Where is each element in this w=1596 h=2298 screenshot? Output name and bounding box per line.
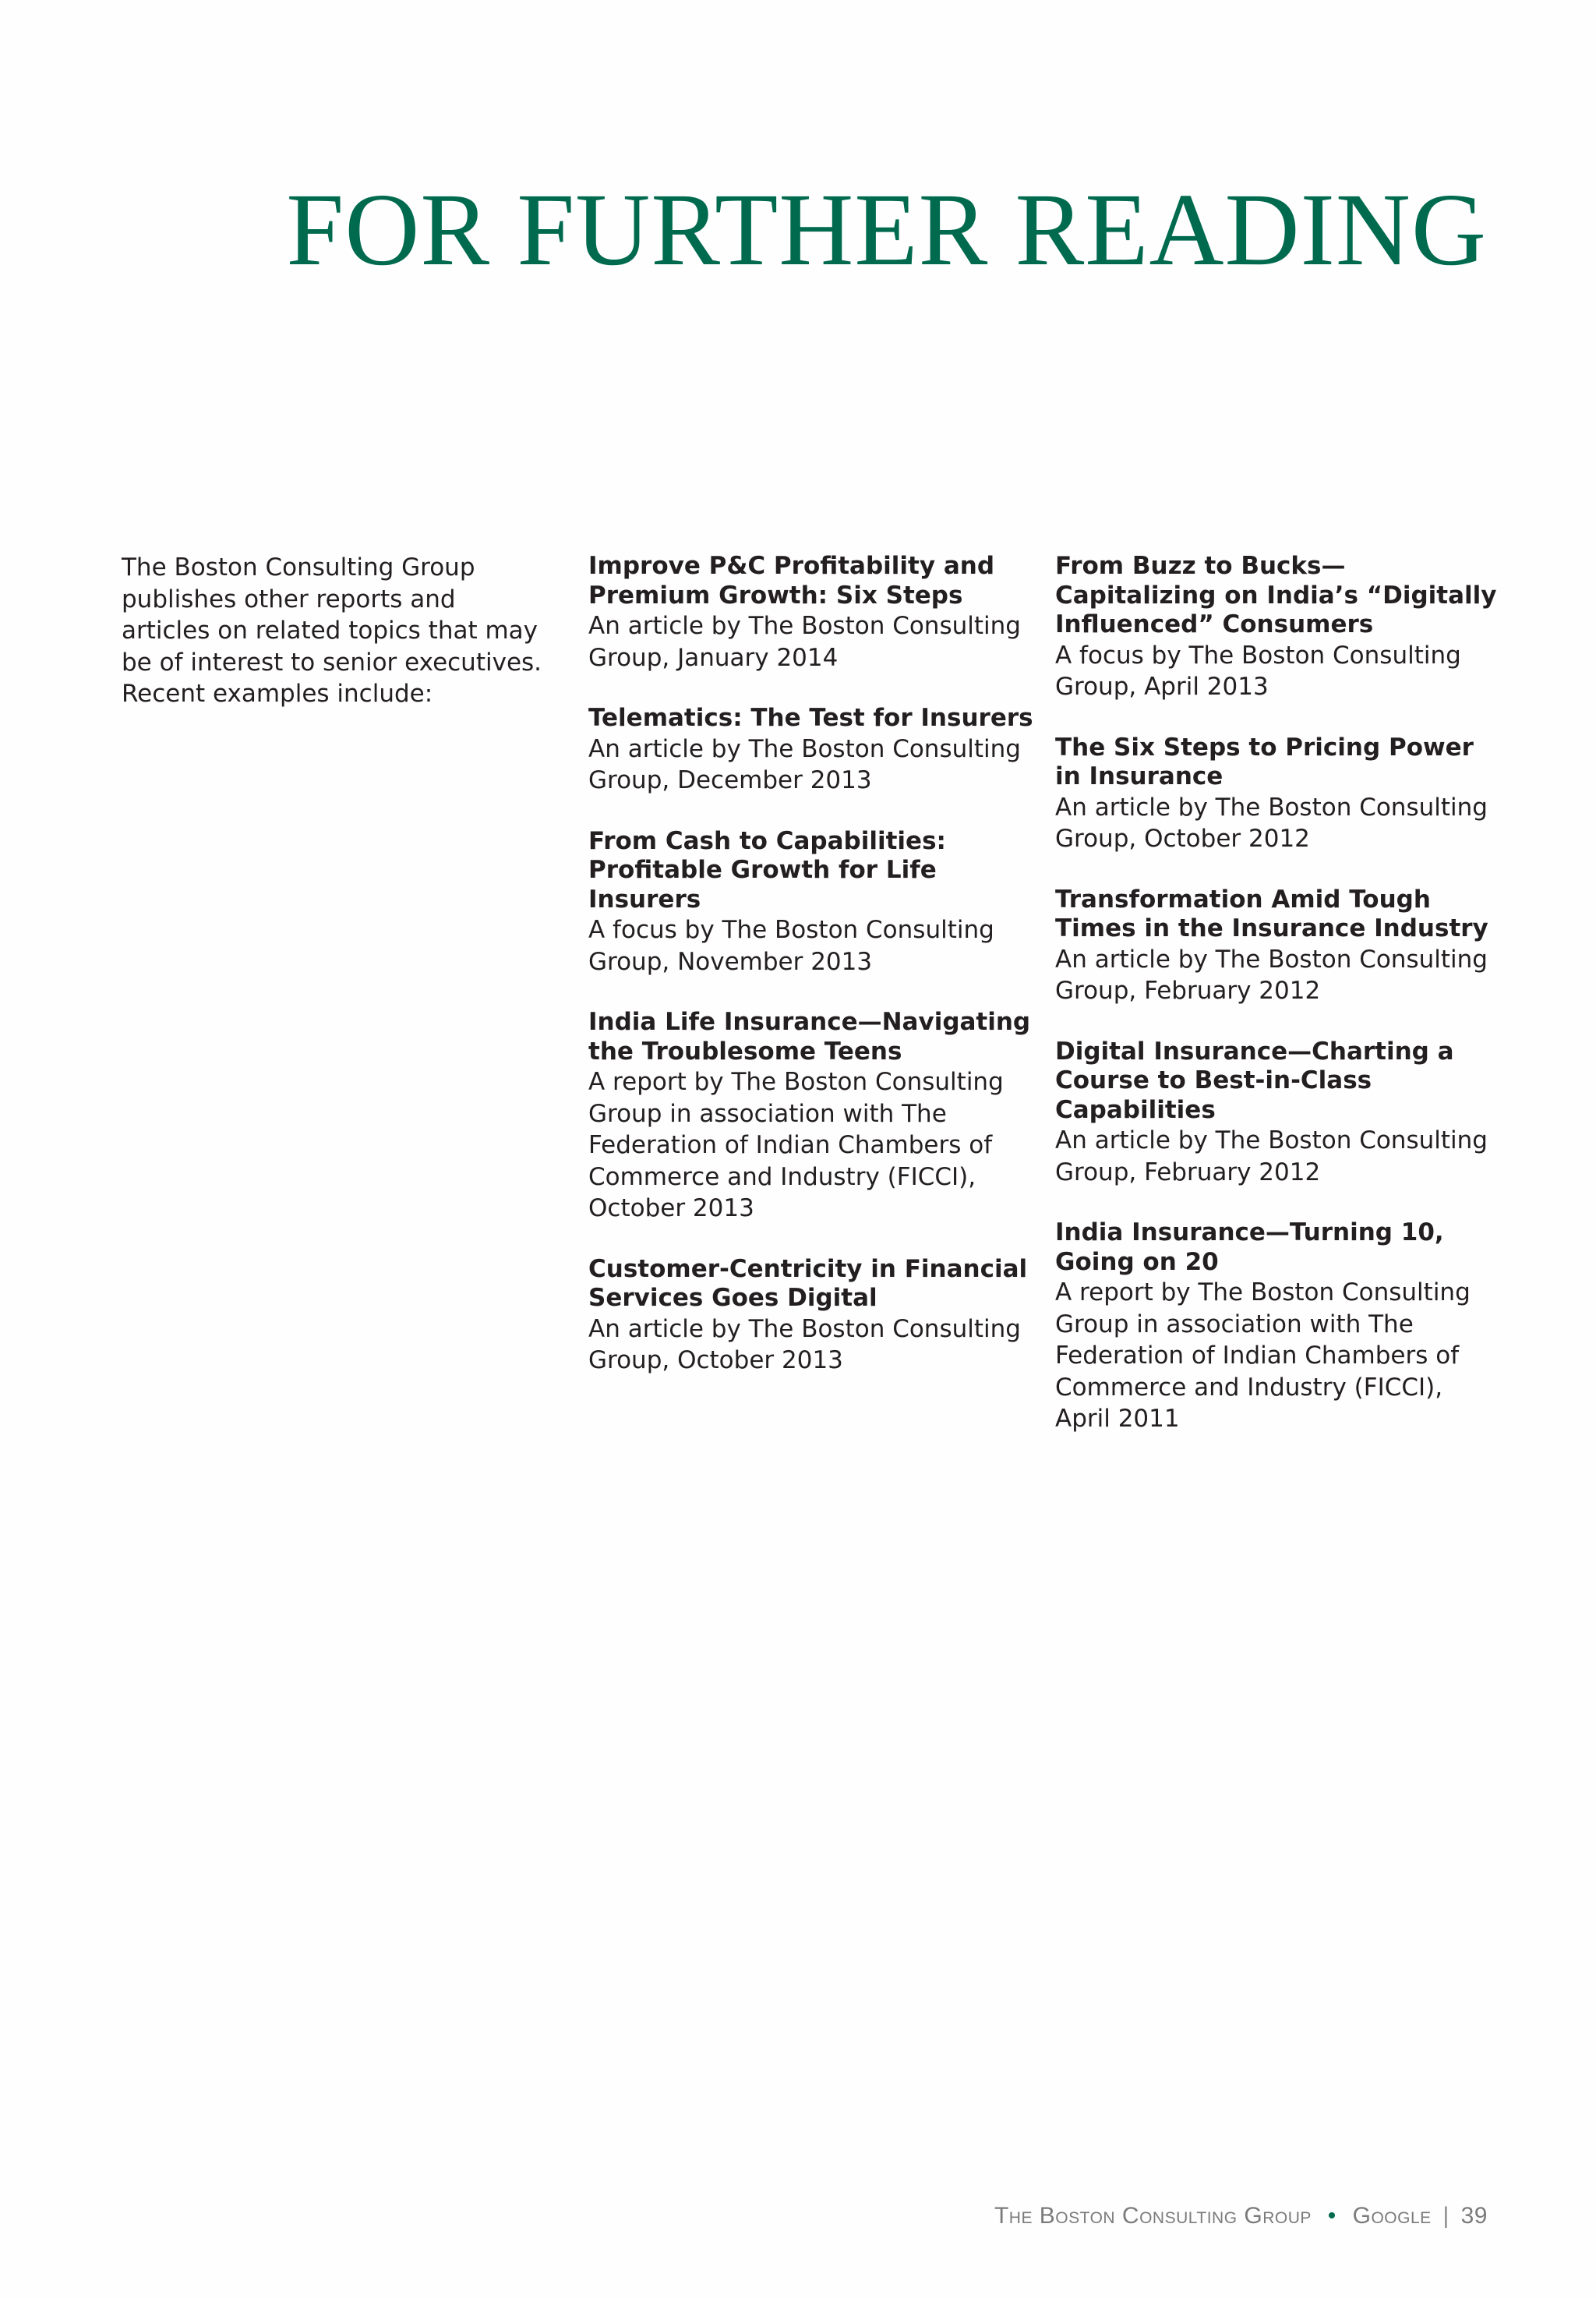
reading-item-title: India Life Insurance—Navigating the Troublesome Teens xyxy=(588,1008,1031,1066)
reading-item-title: Customer-Centricity in Financial Services Goes Digital xyxy=(588,1254,1028,1312)
reading-item-description: An article by The Boston Consulting Group, October 2013 xyxy=(588,1314,1021,1374)
reading-item-title: Telematics: The Test for Insurers xyxy=(588,704,1033,732)
reading-item-title: India Insurance—Turning 10, Going on 20 xyxy=(1055,1218,1444,1276)
intro-column xyxy=(122,552,542,710)
footer-client: Google xyxy=(1352,2203,1432,2229)
page-footer xyxy=(994,2203,1488,2229)
reading-list-column-1 xyxy=(588,552,1036,1407)
reading-list-column-2 xyxy=(1055,552,1503,1465)
reading-item-description: A focus by The Boston Consulting Group, November 2013 xyxy=(588,916,994,976)
reading-item-description: A focus by The Boston Consulting Group, April 2013 xyxy=(1055,641,1461,701)
reading-item-description: A report by The Boston Consulting Group in association with The Federation of Indian Chambers of Commerce and Industry (FICCI), April 2011 xyxy=(1055,1278,1471,1433)
reading-item-title: The Six Steps to Pricing Power in Insurance xyxy=(1055,733,1474,790)
footer-separator: | xyxy=(1442,2203,1449,2229)
reading-item xyxy=(588,1008,1036,1225)
reading-item xyxy=(588,704,1036,797)
page-title: FOR FURTHER READING xyxy=(286,171,1487,287)
reading-item-description: An article by The Boston Consulting Group, February 2012 xyxy=(1055,945,1488,1005)
reading-item-title: Digital Insurance—Charting a Course to Best-in-Class Capabilities xyxy=(1055,1037,1454,1124)
reading-item xyxy=(1055,552,1503,703)
reading-item-description: An article by The Boston Consulting Group, January 2014 xyxy=(588,612,1021,672)
intro-text: The Boston Consulting Group publishes other reports and articles on related topics that may be of interest to senior executives. Recent examples include: xyxy=(122,553,542,708)
reading-item xyxy=(588,1255,1036,1377)
page-number: 39 xyxy=(1460,2203,1488,2229)
reading-item xyxy=(1055,1038,1503,1189)
reading-item-description: An article by The Boston Consulting Group, February 2012 xyxy=(1055,1126,1488,1186)
reading-item-description: An article by The Boston Consulting Group, December 2013 xyxy=(588,734,1021,794)
reading-item-description: An article by The Boston Consulting Group, October 2012 xyxy=(1055,793,1488,853)
footer-publisher: The Boston Consulting Group xyxy=(994,2203,1312,2229)
reading-item-description: A report by The Boston Consulting Group in association with The Federation of Indian Chambers of Commerce and Industry (FICCI), October 2013 xyxy=(588,1068,1004,1222)
reading-item xyxy=(588,827,1036,978)
reading-item xyxy=(1055,886,1503,1007)
reading-item xyxy=(1055,1218,1503,1435)
reading-item-title: From Buzz to Bucks—Capitalizing on India’s “Digitally Influenced” Consumers xyxy=(1055,552,1497,638)
reading-item-title: From Cash to Capabilities: Profitable Growth for Life Insurers xyxy=(588,826,946,914)
reading-item xyxy=(588,552,1036,673)
reading-item-title: Transformation Amid Tough Times in the Insurance Industry xyxy=(1055,885,1488,942)
reading-item xyxy=(1055,734,1503,855)
footer-bullet: • xyxy=(1327,2203,1336,2229)
reading-item-title: Improve P&C Profitability and Premium Growth: Six Steps xyxy=(588,552,995,610)
